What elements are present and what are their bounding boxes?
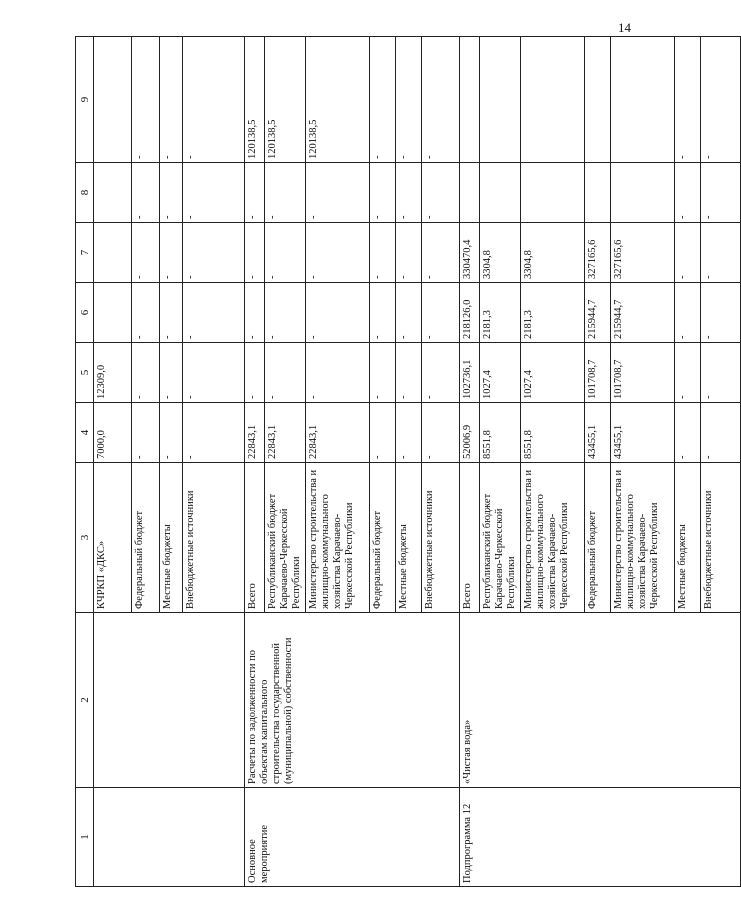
value-cell: - [675, 343, 701, 403]
value-cell: - [132, 283, 160, 343]
funding-source-cell: Министерство строительства и жилищно-коммунального хозяйства Карачаево-Черкесской Республики [611, 463, 675, 613]
value-cell: - [245, 343, 265, 403]
value-cell: 43455,1 [585, 403, 611, 463]
value-cell: - [183, 37, 245, 163]
value-cell: - [701, 283, 741, 343]
funding-source-cell: Внебюджетные источники [422, 463, 460, 613]
value-cell [611, 37, 675, 163]
table-row [245, 37, 265, 887]
value-cell: 102736,1 [460, 343, 480, 403]
column-header: 7 [76, 223, 94, 283]
funding-source-cell: Всего [245, 463, 265, 613]
funding-source-cell: Местные бюджеты [396, 463, 422, 613]
value-cell: - [396, 283, 422, 343]
table-body [76, 37, 741, 887]
value-cell: - [396, 223, 422, 283]
funding-source-cell: Внебюджетные источники [701, 463, 741, 613]
value-cell: 120138,5 [245, 37, 265, 163]
value-cell: - [132, 343, 160, 403]
value-cell: - [132, 37, 160, 163]
value-cell: - [265, 163, 306, 223]
value-cell: - [160, 283, 183, 343]
value-cell: - [132, 163, 160, 223]
value-cell: 3304,8 [480, 223, 521, 283]
value-cell [94, 283, 132, 343]
value-cell: - [245, 223, 265, 283]
value-cell: 8551,8 [480, 403, 521, 463]
column-header: 8 [76, 163, 94, 223]
value-cell [460, 163, 480, 223]
value-cell: - [396, 343, 422, 403]
value-cell: - [675, 403, 701, 463]
value-cell [94, 37, 132, 163]
value-cell [585, 37, 611, 163]
value-cell: - [422, 37, 460, 163]
value-cell: - [422, 283, 460, 343]
column-header: 4 [76, 403, 94, 463]
item-name-cell [94, 613, 245, 788]
value-cell: 327165,6 [585, 223, 611, 283]
value-cell: 22843,1 [265, 403, 306, 463]
value-cell: - [183, 343, 245, 403]
value-cell: - [370, 283, 396, 343]
value-cell: 7000,0 [94, 403, 132, 463]
value-cell: - [701, 403, 741, 463]
value-cell: 215944,7 [585, 283, 611, 343]
header-row [76, 37, 94, 887]
value-cell: - [675, 223, 701, 283]
value-cell: - [370, 403, 396, 463]
value-cell: - [306, 223, 370, 283]
value-cell: - [183, 163, 245, 223]
value-cell: - [160, 403, 183, 463]
value-cell: - [160, 37, 183, 163]
value-cell: 101708,7 [611, 343, 675, 403]
column-header: 9 [76, 37, 94, 163]
value-cell: 43455,1 [611, 403, 675, 463]
value-cell [611, 163, 675, 223]
value-cell: - [132, 403, 160, 463]
value-cell: 3304,8 [521, 223, 585, 283]
value-cell: - [370, 223, 396, 283]
funding-source-cell: Всего [460, 463, 480, 613]
value-cell: - [160, 343, 183, 403]
value-cell: 12309,0 [94, 343, 132, 403]
value-cell: - [701, 343, 741, 403]
value-cell: - [396, 37, 422, 163]
value-cell: - [701, 37, 741, 163]
value-cell: 120138,5 [306, 37, 370, 163]
value-cell: - [245, 163, 265, 223]
value-cell: - [396, 403, 422, 463]
value-cell: - [675, 37, 701, 163]
value-cell: - [160, 223, 183, 283]
item-type-cell: Подпрограмма 12 [460, 788, 741, 887]
funding-source-cell: Федеральный бюджет [132, 463, 160, 613]
value-cell [94, 223, 132, 283]
item-name-cell: Расчеты по задолженности по объектам капитального строительства государственной (муниципальной) собственности [245, 613, 460, 788]
value-cell [480, 37, 521, 163]
value-cell: 215944,7 [611, 283, 675, 343]
value-cell: - [370, 163, 396, 223]
value-cell: 52006,9 [460, 403, 480, 463]
rotated-table-wrapper [75, 37, 714, 887]
value-cell: - [306, 283, 370, 343]
column-header: 5 [76, 343, 94, 403]
funding-source-cell: Республиканский бюджет Карачаево-Черкесской Республики [265, 463, 306, 613]
funding-source-cell: Внебюджетные источники [183, 463, 245, 613]
value-cell: - [265, 223, 306, 283]
value-cell: - [370, 37, 396, 163]
value-cell: - [132, 223, 160, 283]
funding-source-cell: Местные бюджеты [160, 463, 183, 613]
table-row [94, 37, 132, 887]
value-cell: - [675, 163, 701, 223]
table-row [460, 37, 480, 887]
value-cell: - [306, 163, 370, 223]
value-cell: 120138,5 [265, 37, 306, 163]
value-cell: - [183, 223, 245, 283]
funding-source-cell: Министерство строительства и жилищно-коммунального хозяйства Карачаево-Черкесской Республики [521, 463, 585, 613]
funding-source-cell: КЧРКП «ДКС» [94, 463, 132, 613]
value-cell [521, 37, 585, 163]
column-header: 2 [76, 613, 94, 788]
value-cell: - [701, 223, 741, 283]
value-cell: - [422, 403, 460, 463]
item-name-cell: «Чистая вода» [460, 613, 741, 788]
value-cell: 1027,4 [480, 343, 521, 403]
value-cell: - [422, 343, 460, 403]
value-cell: - [265, 283, 306, 343]
funding-source-cell: Министерство строительства и жилищно-коммунального хозяйства Карачаево-Черкесской Республики [306, 463, 370, 613]
value-cell [94, 163, 132, 223]
value-cell: - [675, 283, 701, 343]
value-cell: - [306, 343, 370, 403]
value-cell: 2181,3 [480, 283, 521, 343]
item-type-cell: Основное мероприятие [245, 788, 460, 887]
value-cell: - [160, 163, 183, 223]
value-cell [480, 163, 521, 223]
funding-source-cell: Местные бюджеты [675, 463, 701, 613]
value-cell [521, 163, 585, 223]
budget-table [75, 36, 741, 887]
value-cell: 2181,3 [521, 283, 585, 343]
value-cell: - [396, 163, 422, 223]
funding-source-cell: Федеральный бюджет [370, 463, 396, 613]
value-cell: 327165,6 [611, 223, 675, 283]
value-cell: 1027,4 [521, 343, 585, 403]
value-cell: 8551,8 [521, 403, 585, 463]
funding-source-cell: Федеральный бюджет [585, 463, 611, 613]
value-cell: 218126,0 [460, 283, 480, 343]
value-cell: - [370, 343, 396, 403]
page-number: 14 [618, 20, 631, 35]
value-cell: - [701, 163, 741, 223]
value-cell: - [183, 283, 245, 343]
value-cell: 101708,7 [585, 343, 611, 403]
value-cell: - [245, 283, 265, 343]
value-cell: 330470,4 [460, 223, 480, 283]
item-type-cell [94, 788, 245, 887]
value-cell [460, 37, 480, 163]
column-header: 3 [76, 463, 94, 613]
column-header: 6 [76, 283, 94, 343]
value-cell: - [265, 343, 306, 403]
column-header: 1 [76, 788, 94, 887]
value-cell: - [422, 163, 460, 223]
funding-source-cell: Республиканский бюджет Карачаево-Черкесской Республики [480, 463, 521, 613]
value-cell: - [183, 403, 245, 463]
value-cell: 22843,1 [306, 403, 370, 463]
value-cell: 22843,1 [245, 403, 265, 463]
value-cell [585, 163, 611, 223]
value-cell: - [422, 223, 460, 283]
